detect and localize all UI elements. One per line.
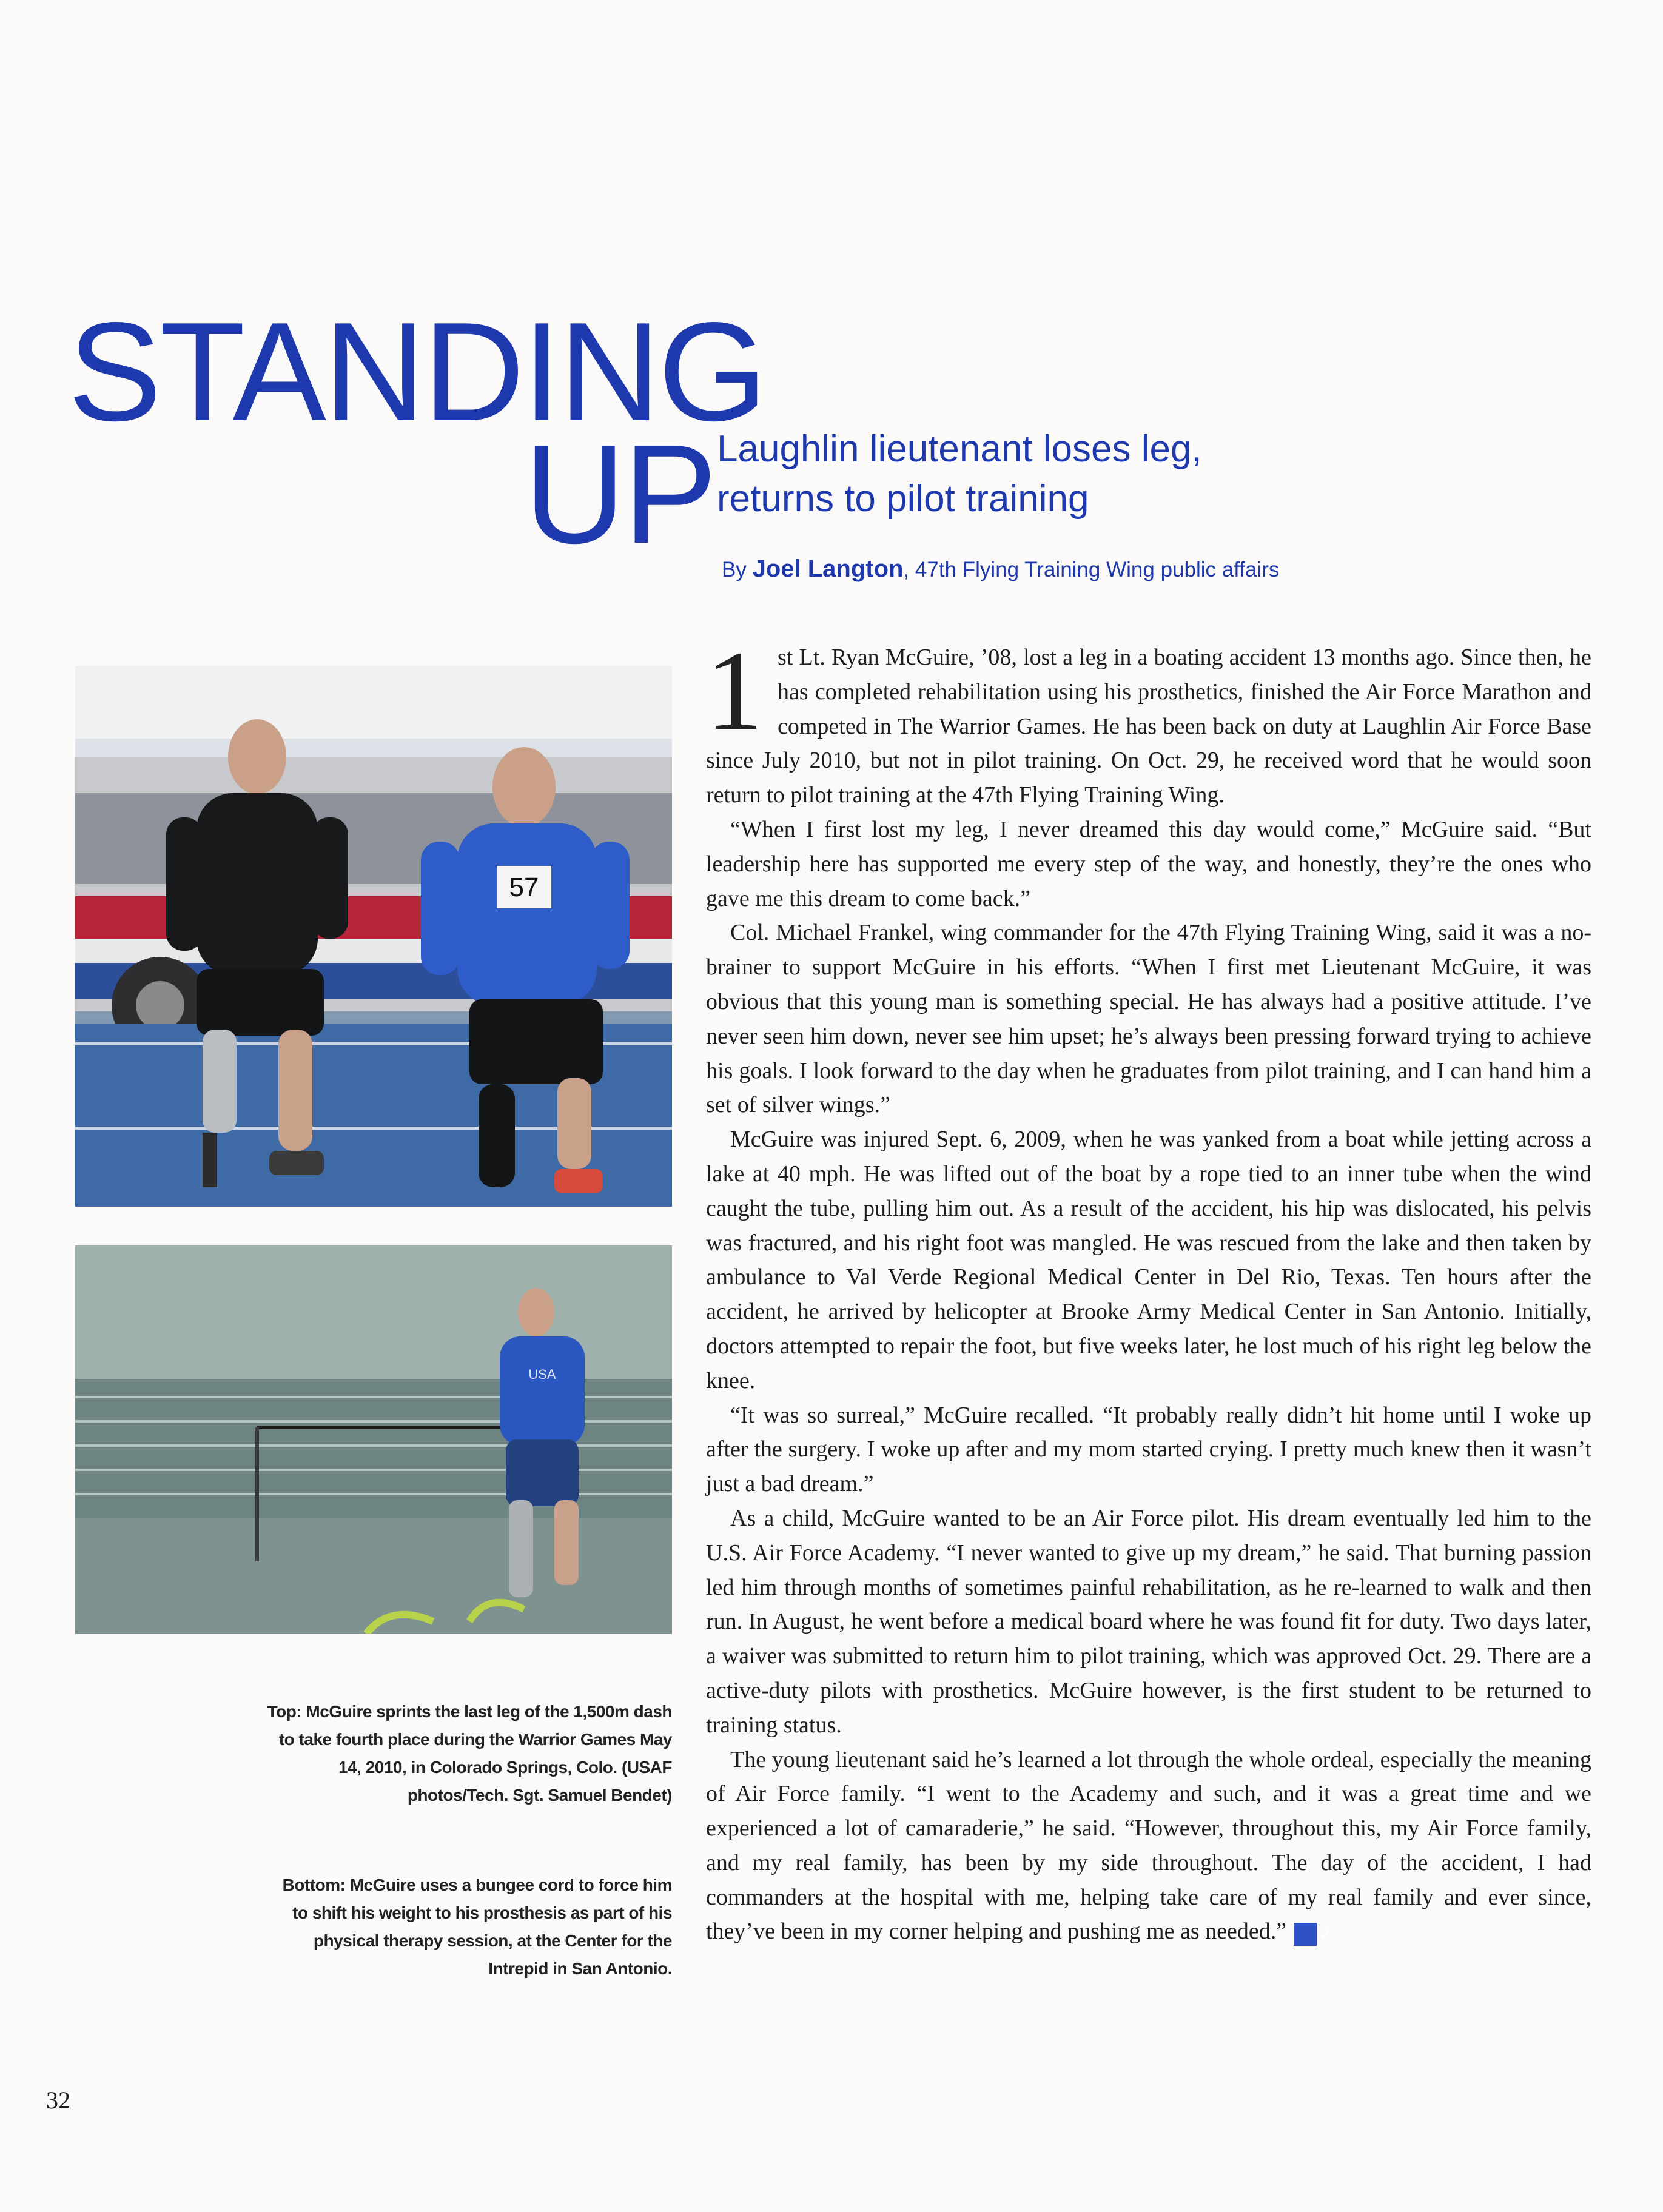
drop-cap: 1 — [706, 627, 763, 754]
article-paragraph-4: McGuire was injured Sept. 6, 2009, when he was yanked from a boat while jetting across a lake at 40 mph. He was lifted out of the boat by a rope tied to an inner tube when the wind caught the tube, pulling him out. As a result of the accident, his hip was dislocated, his pelvis was fractured, and his right foot was mangled. He was rescued from the lake and then taken by ambulance to Val Verde Regional Medical Center in Del Rio, Texas. Ten hours after the accident, he arrived by helicopter at Brooke Army Medical Center in San Antonio. Initially, doctors attempted to repair the foot, but five weeks later, he lost much of his right leg below the knee. — [706, 1127, 1591, 1393]
sprinters-illustration — [75, 666, 672, 1207]
byline-author: Joel Langton — [752, 555, 904, 582]
therapy-illustration — [75, 1245, 672, 1634]
check-box-icon: ✓ — [1294, 1923, 1317, 1946]
article-paragraph-3: Col. Michael Frankel, wing commander for the 47th Flying Training Wing, said it was a no-brainer to support McGuire in his efforts. “When I first met Lieutenant McGuire, it was obvious that this young man is something special. He has always had a positive attitude. I’ve never seen him down, never see him upset; he’s always been pressing forward trying to achieve his goals. I look forward to the day when he graduates from pilot training, and I can hand him a set of silver wings.” — [706, 920, 1591, 1118]
headline-line-1: STANDING — [68, 293, 765, 451]
byline — [722, 555, 1279, 583]
article-paragraph-7 — [706, 1743, 1591, 1949]
shirt-text: USA — [528, 1367, 556, 1382]
article-paragraph-2: “When I first lost my leg, I never dreamed this day would come,” McGuire said. “But leadership here has supported me every step of the way, and honestly, they’re the ones who gave me this dream to come back.” — [706, 816, 1591, 911]
article-paragraph-6: As a child, McGuire wanted to be an Air Force pilot. His dream eventually led him to the U.S. Air Force Academy. “I never wanted to give up my dream,” he said. That burning passion led him through months of sometimes painful rehabilitation, as he re-learned to walk and then run. In August, he went before a medical board where he was found fit for duty. Two days later, a waiver was submitted to return him to pilot training, which was approved Oct. 29. There are a active-duty pilots with prosthetics. McGuire however, is the first student to be returned to training status. — [706, 1505, 1591, 1738]
photo-top-sprinters — [75, 666, 672, 1207]
deck-line-1: Laughlin lieutenant loses leg, — [717, 428, 1202, 470]
article-paragraph-5: “It was so surreal,” McGuire recalled. “It probably really didn’t hit home until I woke up after the surgery. I woke up after and my mom started crying. I pretty much knew then it wasn’t just a bad dream.” — [706, 1402, 1591, 1497]
byline-affiliation: , 47th Flying Training Wing public affairs — [903, 558, 1280, 581]
photo-bottom-therapy — [75, 1245, 672, 1634]
page-number: 32 — [46, 2086, 70, 2114]
bib-number: 57 — [509, 873, 539, 902]
article-paragraph-7-text: The young lieutenant said he’s learned a lot through the whole ordeal, especially the meaning of Air Force family. “I went to the Academy and such, and it was a great time and we experienced a lot of camaraderie,” he said. “However, throughout this, my Air Force family, and my real family, has been by my side throughout. The day of the accident, I had commanders at the hospital with me, helping take care of my real family and ever since, they’ve been in my corner helping and pushing me as needed.” — [706, 1746, 1591, 1945]
caption-bottom: Bottom: McGuire uses a bungee cord to force him to shift his weight to his prosthesis as part of his physical therapy session, at the Center for the Intrepid in San Antonio. — [282, 1875, 672, 1978]
article-paragraph-1 — [706, 627, 1591, 813]
article-paragraph-1-text: st Lt. Ryan McGuire, ’08, lost a leg in a boating accident 13 months ago. Since then, he has completed rehabilitation using his prosthetics, finished the Air Force Marathon and competed in The Warrior Games. He has been back on duty at Laughlin Air Force Base since July 2010, but not in pilot training. On Oct. 29, he received word that he would soon return to pilot training at the 47th Flying Training Wing. — [706, 645, 1591, 808]
deck-subtitle — [717, 424, 1202, 524]
byline-by: By — [722, 558, 747, 581]
headline-line-2: UP — [524, 416, 715, 573]
caption-top: Top: McGuire sprints the last leg of the 1,500m dash to take fourth place during the Warrior Games May 14, 2010, in Colorado Springs, Colo. (USAF photos/Tech. Sgt. Samuel Bendet) — [267, 1702, 672, 1805]
deck-line-2: returns to pilot training — [717, 478, 1089, 520]
article-body — [706, 627, 1591, 1949]
